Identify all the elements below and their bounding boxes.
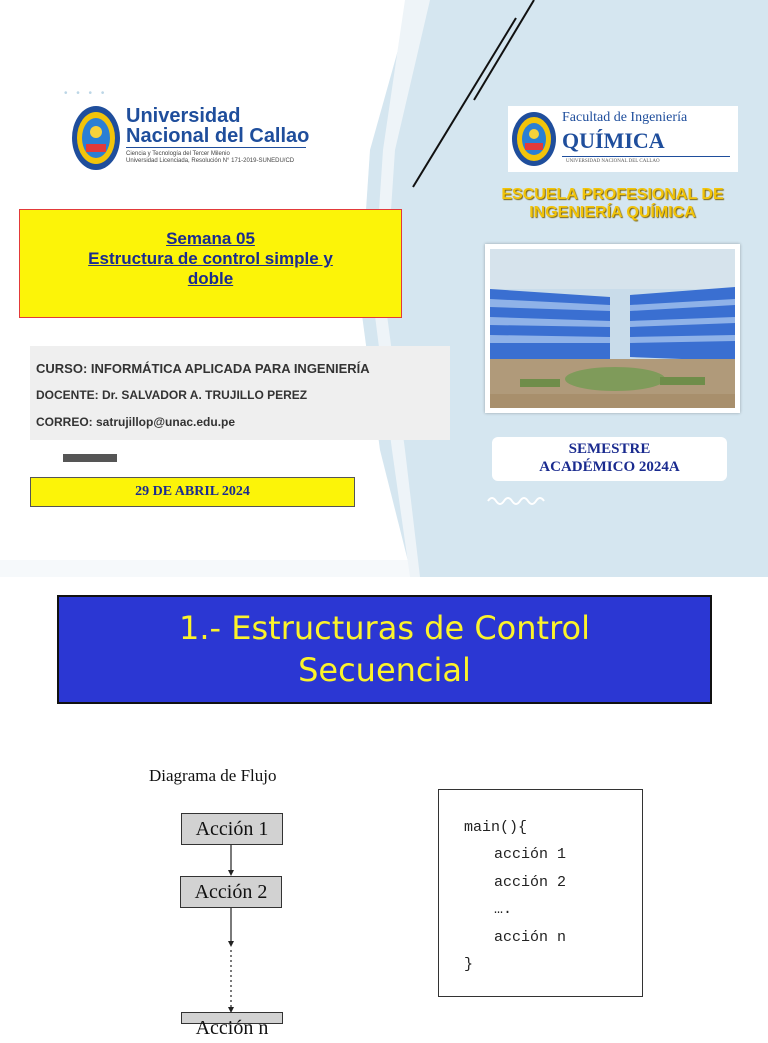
code-line: main(){ — [464, 819, 528, 836]
university-name-line1: Universidad — [126, 105, 241, 127]
flow-action-2: Acción 2 — [180, 876, 282, 908]
faculty-subtitle: UNIVERSIDAD NACIONAL DEL CALLAO — [566, 159, 660, 164]
week-number: Semana 05 — [166, 229, 255, 248]
teacher-name: DOCENTE: Dr. SALVADOR A. TRUJILLO PEREZ — [36, 388, 308, 402]
code-line: …. — [494, 901, 513, 918]
faculty-name-line1: Facultad de Ingeniería — [562, 110, 688, 125]
topic-line1: Estructura de control simple y — [88, 249, 333, 268]
university-name-line2: Nacional del Callao — [126, 125, 310, 147]
topic-line2: doble — [187, 269, 234, 288]
faculty-name-line2: QUÍMICA — [562, 128, 665, 153]
flow-action-1: Acción 1 — [181, 813, 283, 845]
semester-line2: ACADÉMICO 2024A — [539, 459, 680, 475]
tagline-line1: Ciencia y Tecnología del Tercer Milenio — [126, 151, 230, 157]
decorative-dots: • • • • — [64, 88, 108, 99]
code-line: acción 1 — [494, 846, 567, 863]
teacher-email: CORREO: satrujillop@unac.edu.pe — [36, 415, 236, 429]
course-name: CURSO: INFORMÁTICA APLICADA PARA INGENIERÍA — [36, 361, 370, 376]
code-line: } — [464, 956, 474, 973]
school-name-line1: ESCUELA PROFESIONAL DE — [501, 186, 724, 203]
code-line: acción 2 — [494, 874, 567, 891]
code-line: acción n — [494, 929, 567, 946]
banner-line1: 1.- Estructuras de Control — [179, 609, 590, 647]
diagram-label: Diagrama de Flujo — [149, 766, 277, 785]
banner-line2: Secuencial — [298, 651, 471, 689]
flow-action-n: Acción n — [181, 1012, 283, 1024]
date-box: 29 DE ABRIL 2024 — [30, 477, 355, 507]
code-block — [438, 789, 643, 997]
semester-line1: SEMESTRE — [568, 441, 651, 457]
tagline-line2: Universidad Licenciada, Resolución N° 171-2019-SUNEDU/CD — [126, 158, 295, 164]
school-name-line2: INGENIERÍA QUÍMICA — [529, 204, 696, 221]
